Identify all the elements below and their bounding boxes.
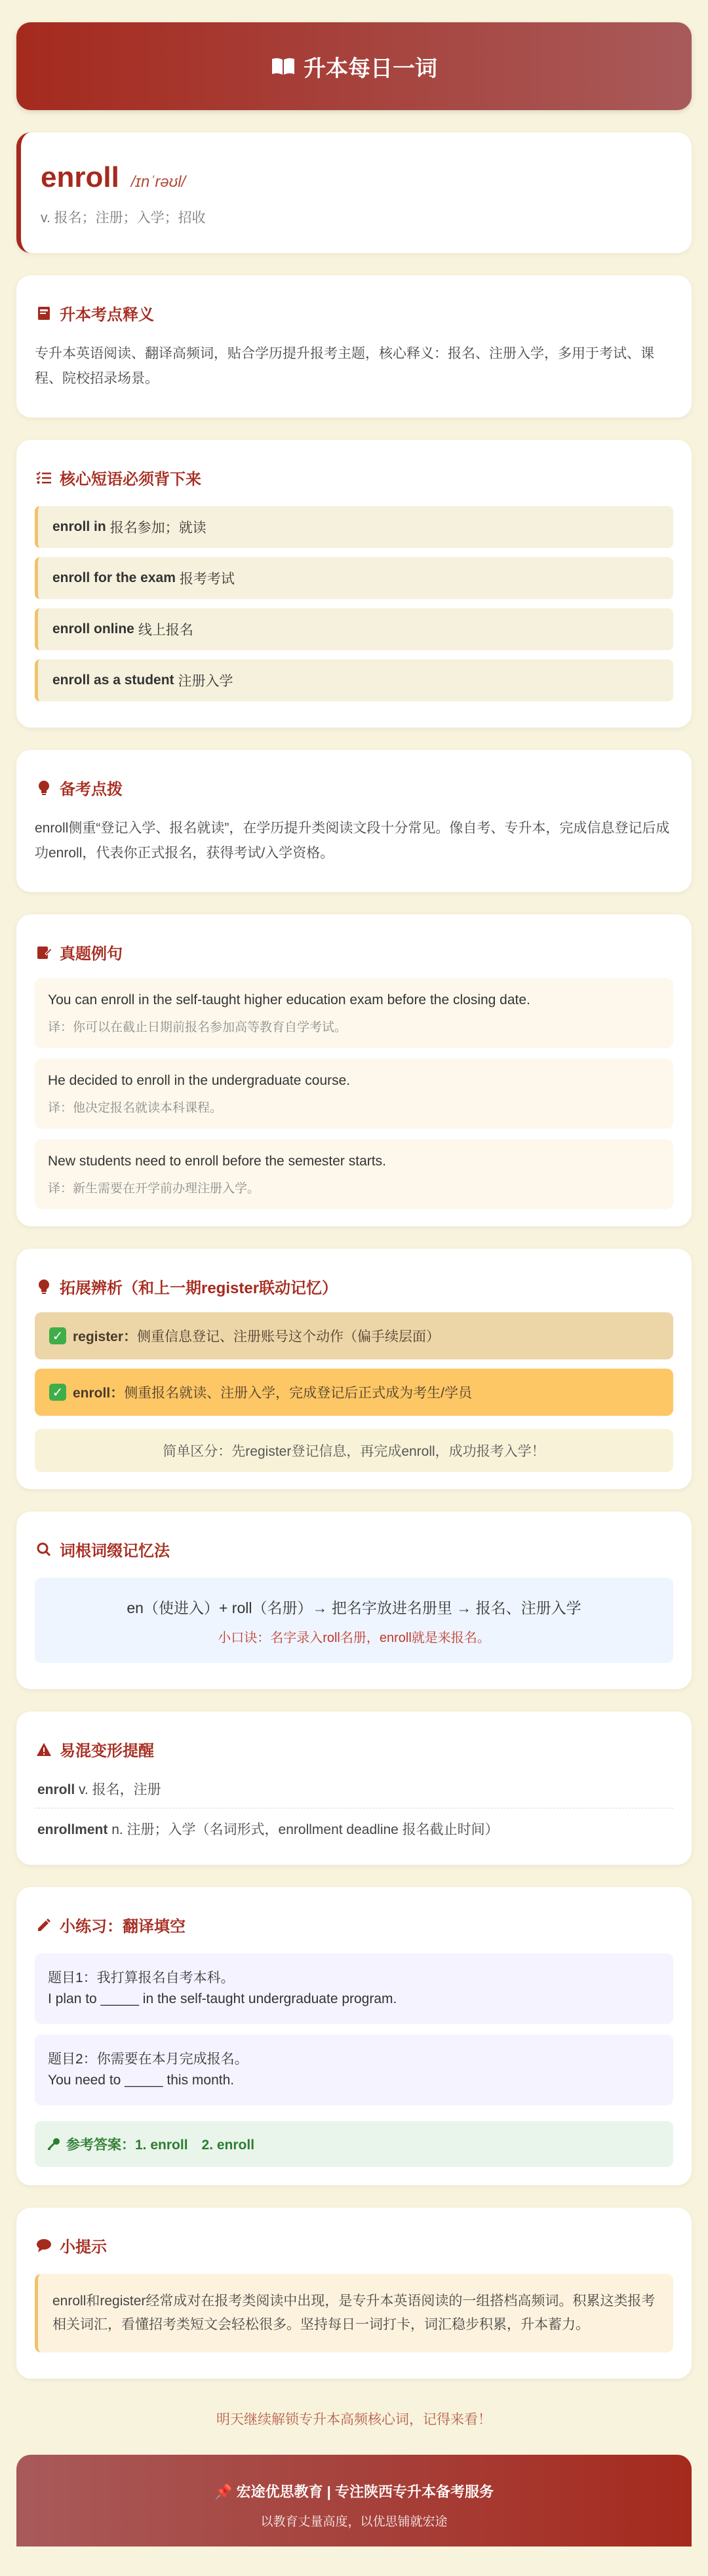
- lightbulb-icon: [35, 1279, 53, 1295]
- section-title: 真题例句: [35, 941, 673, 964]
- tip-text: enroll和register经常成对在报考类阅读中出现，是专升本英语阅读的一组搭档高频词。积累这类报考相关词汇，看懂招考类短文会轻松很多。坚持每日一词打卡，词汇稳步积累，升本蓄力。: [35, 2274, 673, 2352]
- root-mnemonic: 小口诀：名字录入roll名册，enroll就是来报名。: [218, 1631, 490, 1645]
- question-item: [35, 1953, 673, 2024]
- search-icon: [35, 1542, 53, 1557]
- prep-tip-text: enroll侧重“登记入学、报名就读”，在学历提升类阅读文段十分常见。像自考、专升本，完成信息登记后成功enroll，代表你正式报名，获得考试/入学资格。: [35, 821, 670, 861]
- section-title: 拓展辨析（和上一期register联动记忆）: [35, 1275, 673, 1298]
- book-open-icon: [271, 56, 296, 76]
- section-title: 升本考点释义: [35, 302, 673, 324]
- tomorrow-note: 明天继续解锁专升本高频核心词，记得来看！: [216, 2412, 492, 2427]
- list-icon: [35, 471, 53, 485]
- page-header: [16, 22, 692, 110]
- compare-row-enroll: ✓ enroll： 侧重报名就读、注册入学，完成登记后正式成为考生/学员: [35, 1369, 673, 1416]
- example-en: New students need to enroll before the semester starts.: [48, 1154, 386, 1169]
- root-box: [35, 1578, 673, 1663]
- example-en: He decided to enroll in the undergraduate course.: [48, 1073, 351, 1088]
- lightbulb-icon: [35, 780, 53, 796]
- question-item: [35, 2035, 673, 2105]
- footer-line-1: 📌 宏途优思教育 | 专注陕西专升本备考服务: [214, 2484, 494, 2500]
- example-zh: 译：新生需要在开学前办理注册入学。: [48, 1182, 260, 1196]
- question-blank: You need to _____ this month.: [48, 2073, 235, 2088]
- extension-card: [16, 1249, 692, 1489]
- list-item: enroll v. 报名，注册: [37, 1782, 161, 1797]
- compare-row-register: ✓ register： 侧重信息登记、注册账号这个动作（偏手续层面）: [35, 1312, 673, 1359]
- section-title: 小提示: [35, 2234, 673, 2257]
- answer-box: 参考答案：1. enroll 2. enroll: [35, 2121, 673, 2167]
- section-title: 备考点拨: [35, 776, 673, 799]
- section-title: 小练习：翻译填空: [35, 1913, 673, 1936]
- list-item: enroll in 报名参加；就读: [35, 506, 673, 548]
- check-icon: ✓: [49, 1327, 66, 1344]
- pencil-icon: [35, 1918, 53, 1932]
- example-item: [35, 1059, 673, 1129]
- word-card: [16, 132, 692, 253]
- footer-line-2: 以教育丈量高度，以优思铺就宏途: [260, 2515, 448, 2529]
- practice-card: [16, 1887, 692, 2185]
- phrase-list: [35, 506, 673, 701]
- page-footer: [16, 2455, 692, 2547]
- list-item: enroll as a student 注册入学: [35, 659, 673, 701]
- check-icon: ✓: [49, 1384, 66, 1401]
- exam-meaning-card: [16, 275, 692, 418]
- root-formula: en（使进入）+ roll（名册）→ 把名字放进名册里 → 报名、注册入学: [127, 1599, 581, 1616]
- warning-icon: [35, 1742, 53, 1757]
- page-title: 升本每日一词: [304, 56, 437, 81]
- word-meaning: v. 报名；注册；入学；招收: [41, 210, 206, 225]
- example-zh: 译：你可以在截止日期前报名参加高等教育自学考试。: [48, 1021, 347, 1034]
- list-item: enroll online 线上报名: [35, 608, 673, 650]
- phrases-card: [16, 440, 692, 728]
- confusing-card: [16, 1711, 692, 1865]
- list-item: enrollment n. 注册；入学（名词形式，enrollment deadline 报名截止时间）: [35, 1808, 673, 1848]
- book-icon: [35, 305, 53, 321]
- roots-card: [16, 1512, 692, 1689]
- exam-meaning-text: 专升本英语阅读、翻译高频词，贴合学历提升报考主题，核心释义：报名、注册入学，多用于考试、课程、院校招录场景。: [35, 346, 654, 386]
- pin-icon: 📌: [214, 2484, 233, 2500]
- edit-icon: [35, 945, 53, 960]
- section-title: 易混变形提醒: [35, 1738, 673, 1761]
- key-icon: [47, 2137, 61, 2151]
- example-en: You can enroll in the self-taught higher education exam before the closing date.: [48, 992, 530, 1007]
- headword: enroll: [41, 161, 119, 193]
- examples-card: [16, 914, 692, 1226]
- section-title: 词根词缀记忆法: [35, 1538, 673, 1561]
- compare-summary: 简单区分：先register登记信息，再完成enroll，成功报考入学！: [35, 1429, 673, 1472]
- speech-bubble-icon: [35, 2238, 53, 2253]
- tips-card: [16, 2208, 692, 2379]
- example-zh: 译：他决定报名就读本科课程。: [48, 1101, 223, 1115]
- example-item: [35, 978, 673, 1048]
- list-item: enroll for the exam 报考考试: [35, 557, 673, 599]
- section-title: 核心短语必须背下来: [35, 466, 673, 489]
- phonetic: /ɪnˈrəʊl/: [130, 173, 186, 191]
- question-text: 题目1：我打算报名自考本科。: [48, 1970, 235, 1985]
- question-blank: I plan to _____ in the self-taught undergraduate program.: [48, 1991, 397, 2006]
- example-item: [35, 1139, 673, 1209]
- question-text: 题目2：你需要在本月完成报名。: [48, 2052, 248, 2067]
- prep-tip-card: [16, 750, 692, 892]
